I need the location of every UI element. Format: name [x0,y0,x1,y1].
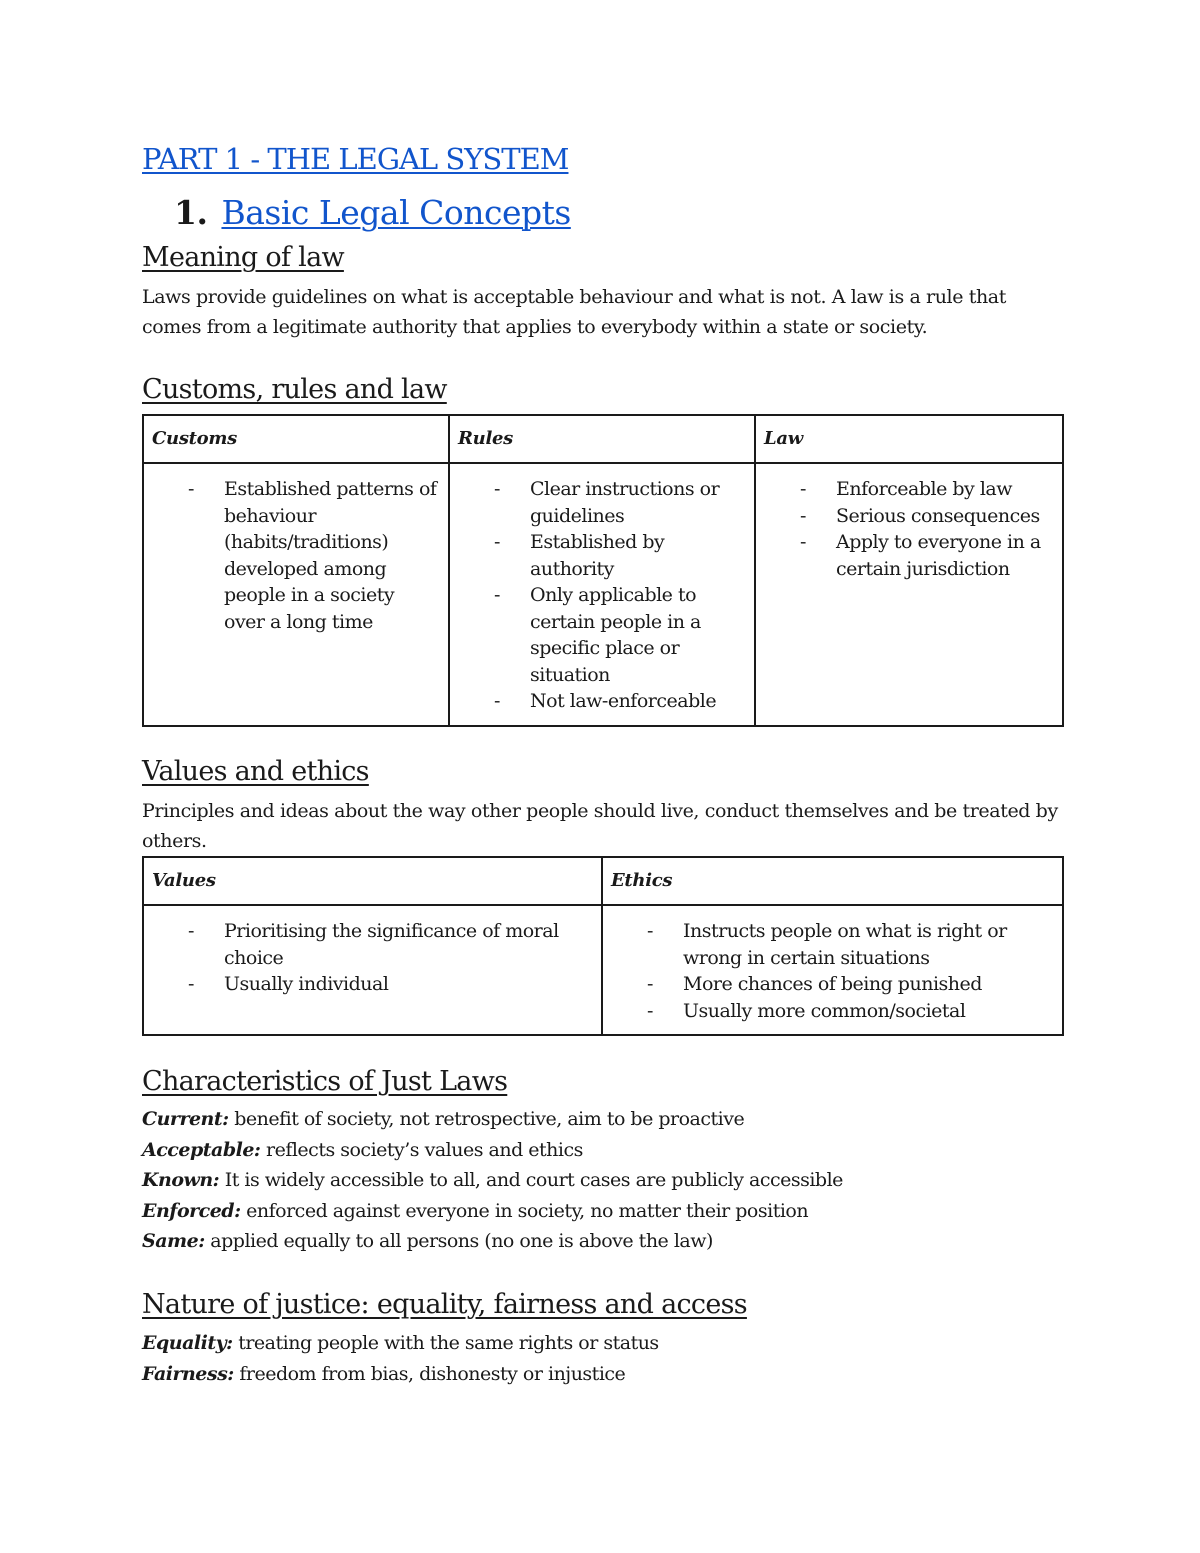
table-header-row [143,415,1063,463]
ethics-list [611,918,1054,1024]
law-list [764,476,1054,582]
values-cell [143,905,602,1035]
term-label: Known: [142,1169,220,1191]
ethics-cell [602,905,1063,1035]
list-item [142,1196,843,1227]
list-item [142,1165,843,1196]
meaning-of-law-heading: Meaning of law [142,242,344,273]
list-item: - Instructs people on what is right or wrong in certain situations [611,918,1054,971]
rules-cell [449,463,755,726]
term-label: Current: [142,1108,229,1130]
list-item: - Not law-enforceable [458,688,746,715]
table-row [143,905,1063,1035]
term-label: Same: [142,1230,205,1252]
customs-list [152,476,440,635]
list-item: - Established by authority [458,529,746,582]
law-header: Law [755,415,1063,463]
term-definition: treating people with the same rights or status [232,1332,659,1354]
term-definition: freedom from bias, dishonesty or injustice [233,1362,626,1385]
list-item [142,1104,843,1135]
chapter-title [174,193,571,232]
law-cell [755,463,1063,726]
ethics-header: Ethics [602,857,1063,905]
term-definition: benefit of society, not retrospective, aim to be proactive [228,1108,745,1130]
customs-rules-law-table [142,414,1064,727]
just-laws-list [142,1104,843,1257]
term-label: Fairness: [142,1362,234,1385]
values-ethics-table [142,856,1064,1036]
term-label: Equality: [142,1332,233,1354]
list-item: - Prioritising the significance of moral choice [152,918,593,971]
customs-header: Customs [143,415,449,463]
customs-cell [143,463,449,726]
chapter-title-link[interactable]: Basic Legal Concepts [221,193,571,232]
term-label: Acceptable: [142,1138,261,1161]
part-title[interactable] [142,142,568,176]
list-item [142,1328,659,1359]
nature-of-justice-list [142,1328,659,1389]
list-item: - Serious consequences [764,503,1054,530]
rules-list [458,476,746,715]
list-item: - Usually more common/societal [611,998,1054,1025]
term-label: Enforced: [142,1199,241,1222]
values-ethics-heading: Values and ethics [142,756,369,787]
list-item [142,1226,843,1257]
list-item [142,1359,659,1390]
meaning-of-law-body: Laws provide guidelines on what is acceptable behaviour and what is not. A law is a rule that comes from a legitimate authority that applies to everybody within a state or society. [142,286,1006,338]
list-item: - Only applicable to certain people in a specific place or situation [458,582,746,688]
table-header-row [143,857,1063,905]
values-header: Values [143,857,602,905]
values-ethics-body: Principles and ideas about the way other people should live, conduct themselves and be treated by others. [142,800,1058,852]
list-item: - More chances of being punished [611,971,1054,998]
term-definition: applied equally to all persons (no one is above the law) [204,1230,713,1252]
list-item [142,1135,843,1166]
list-item: - Clear instructions or guidelines [458,476,746,529]
values-list [152,918,593,998]
term-definition: reflects society’s values and ethics [260,1138,583,1161]
table-row [143,463,1063,726]
term-definition: It is widely accessible to all, and court cases are publicly accessible [219,1169,843,1191]
nature-of-justice-heading: Nature of justice: equality, fairness and access [142,1289,747,1320]
part-title-link[interactable]: PART 1 - THE LEGAL SYSTEM [142,142,569,176]
chapter-number: 1. [174,193,208,232]
term-definition: enforced against everyone in society, no matter their position [240,1199,809,1222]
list-item: - Established patterns of behaviour (habits/traditions) developed among people in a society over a long time [152,476,440,635]
just-laws-heading: Characteristics of Just Laws [142,1066,508,1097]
list-item: - Enforceable by law [764,476,1054,503]
customs-rules-law-heading: Customs, rules and law [142,374,447,405]
list-item: - Usually individual [152,971,593,998]
rules-header: Rules [449,415,755,463]
list-item: - Apply to everyone in a certain jurisdiction [764,529,1054,582]
